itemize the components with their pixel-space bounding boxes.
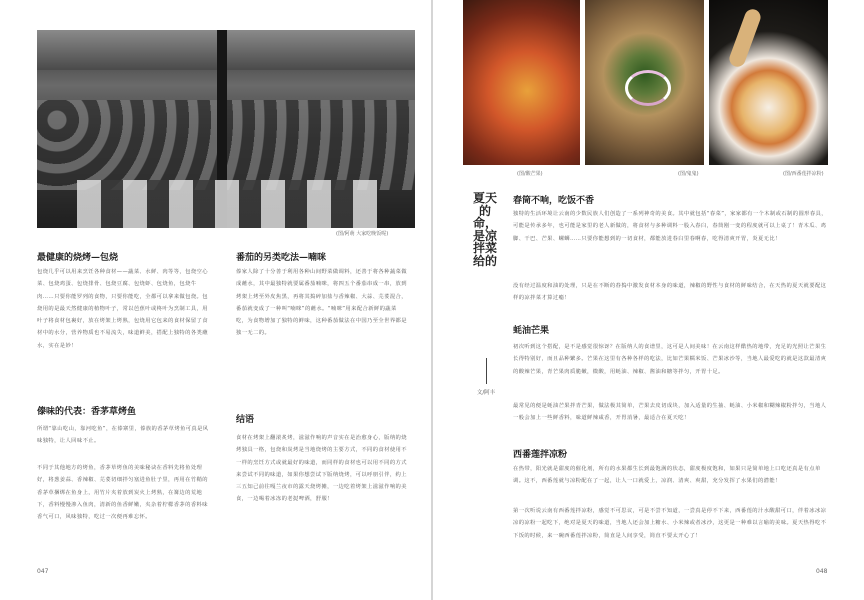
body-paragraph: 所谓“靠山吃山，靠河吃鱼”，在傣寨里，傣族的香茅草烤鱼可真是风味独特，让人回味不止。 — [37, 426, 209, 445]
mortar-salad-photo — [585, 0, 704, 165]
body-paragraph: 独特的生活环境让云南的少数民族人们创造了一系列神奇的美食。其中就包括“春菜”，家家都有一个木制或石制的圆形春具，可能是传承多年，也可能是家里的老人新做的，将食材与多种调料一股入春臼，春筒刚一变的程度就可以上桌了！青木瓜、鸡脚、干巴、芒果、螺蛳……只要你能想到的一切食材，都能放进春臼里春啊春，吃得清爽开胃，炎夏无比！ — [513, 211, 827, 242]
body-paragraph: 没有经过温度和油的处理，只是在不断的舂捣中激发食材本身的味道，辣椒的野性与食材的鲜味结合，在天热的夏天就要配这样的凉拌菜才算过瘾！ — [513, 283, 827, 302]
section-heading: 番茄的另类吃法—喃咪 — [236, 253, 327, 263]
photo-caption: (图/阿萌 大家吃晚饭呢) — [336, 231, 389, 237]
body-paragraph: 第一次听说云南有西番莲拌凉粉，感觉不可思议，可是不尝不知道，一尝真是停不下来，西番莲的汁水酸甜可口，伴着冰冰凉凉的凉粉一起吃下，绝对是夏天的味道，当地人还会加上糖水、小米辣或者冰沙，这更是一种难以言喻的美味。夏天热得吃不下饭的时候，来一碗西番莲拌凉粉，简直是人间享受，简直不要太开心了！ — [513, 508, 827, 539]
passionfruit-jelly-photo — [709, 0, 828, 165]
section-heading: 西番莲拌凉粉 — [513, 450, 568, 460]
photo-caption: (图/西番莲拌凉粉) — [783, 171, 824, 177]
vertical-title: 夏天的命，是凉拌菜给的 — [472, 191, 497, 268]
sour-mango-photo — [463, 0, 580, 165]
body-paragraph: 食材在烤架上翻滚炙烤，滋滋作响的声音实在是治愈身心，版纳的烧烤独具一格，包烧和炭烤是当地烧烤的主要方式，不同的食材使用不一样的烹饪方式或就最好的味道，而同样的食材也可以用不同的方式来尝试不同的味道，如果你想尝试下版纳烧烤，可以呼朋引伴，约上三五知己前往嘎兰夜市的露天烧烤摊，一边吃着烤架上滋滋作响的美食，一边喝着冰冻的老挝啤酒，舒服！ — [236, 435, 407, 503]
right-page — [433, 0, 864, 600]
photo-caption: (图/酸芒果) — [517, 171, 543, 177]
section-heading: 蚝油芒果 — [513, 326, 550, 336]
left-page — [0, 0, 431, 600]
body-paragraph: 最常见的便是蚝油芒果拌青芒果，做法极其简单，芒果去皮切成块，加入适量的生抽、蚝油、小米椒和糊辣椒粉拌匀，当地人一般会加上一些鲜香料，味道鲜辣咸香，开胃消暑，最适合在夏天吃！ — [513, 403, 827, 422]
body-paragraph: 不同于其他地方的烤鱼，香茅草烤鱼的美味秘诀在香料先将鱼处理好，将葱姜蒜、香辣椒、芫荽切细拌匀塞进鱼肚子里，再用在竹鞘的香茅草捆绑在鱼身上，用竹片夹着放到炭火上烤熟，在篝边的荒地下，香料慢慢渗入鱼肉，清新的鱼香鲜嫩，夹杂着柠檬香茅的香料味香气可口，风味独特，吃过一次便再难忘怀。 — [37, 465, 208, 521]
body-paragraph: 傣家人除了十分善于利用各种山间野菜做调料，还善于将各种蔬菜做成蘸水，其中最独特就要属番茄喃咪，将四五个番茄串成一串，放到烤架上烤至外皮焦黑，再将其捣碎加盐与香辣椒、大蒜、芫荽混合，番茄就变成了一种叫“喃咪”的蘸水。“喃咪”用来配合新鲜的蔬菜吃，为食物增加了独特的鲜味，这种番茄做法在中国乃至全世界都是独一无二的。 — [236, 269, 407, 337]
onion-slice — [625, 70, 671, 106]
body-paragraph: 包烧几乎可以用来烹饪各种食材——蔬菜、水鲜、肉等等，包烧空心菜、包烧鸡蛋、包烧排骨、包烧豆腐、包烧虾、包烧鱼，包烧牛肉……只要你能罗列的食物，只要你能吃，全都可以拿来做包烧。包烧用的是最天然健康的植物叶子，常以芭蕉叶或柊叶为烹制工具，用叶子将食材包裹好，放在烤架上烤熟，包烧用它包来的食材保留了食材中的水分，营养物质也不易流失，味道鲜美，搭配上独特的各类蘸水，实在是妙！ — [37, 269, 208, 349]
title-rule — [486, 358, 487, 384]
body-paragraph: 在热带，阳光就是甜度的催化剂，所有的水果都生长到最饱满的状态，甜度极度饱和，如果只是简单地上口吃还真是有点单调。这不，西番莲就与凉粉配在了一起，让人一口就爱上，凉润、清爽、爽甜，充分发挥了水果们的潜能！ — [513, 466, 821, 485]
page-number: 047 — [37, 568, 49, 575]
body-paragraph: 初次听到这个搭配，是不是感觉很惊讶？在版纳人的食谱里，这可是人间美味！在云南这样酷热的地带，充足的光照让芒果生长得特别好，而且品种繁多。芒果在这里有各种各样的吃法，比如芒果糯米饭、芒果冰沙等，当地人最爱吃的就是这款最清爽的酸辣芒果，青芒果肉质脆嫩，微酸，用蚝油、辣椒、酱油和糖等拌匀，开胃十足。 — [513, 344, 827, 375]
section-heading: 最健康的烧烤—包烧 — [37, 253, 119, 263]
author-credit: 文/阿丰 — [476, 390, 496, 396]
photo-caption: (图/鬼鬼) — [678, 171, 699, 177]
spoon — [727, 7, 763, 69]
night-market-crowd-photo — [37, 30, 415, 228]
section-heading: 结语 — [236, 415, 255, 425]
photo-chairs — [77, 180, 377, 228]
section-heading: 春筒不响，吃饭不香 — [513, 196, 595, 206]
page-number: 048 — [816, 568, 828, 575]
section-heading: 傣味的代表：香茅草烤鱼 — [37, 407, 137, 417]
